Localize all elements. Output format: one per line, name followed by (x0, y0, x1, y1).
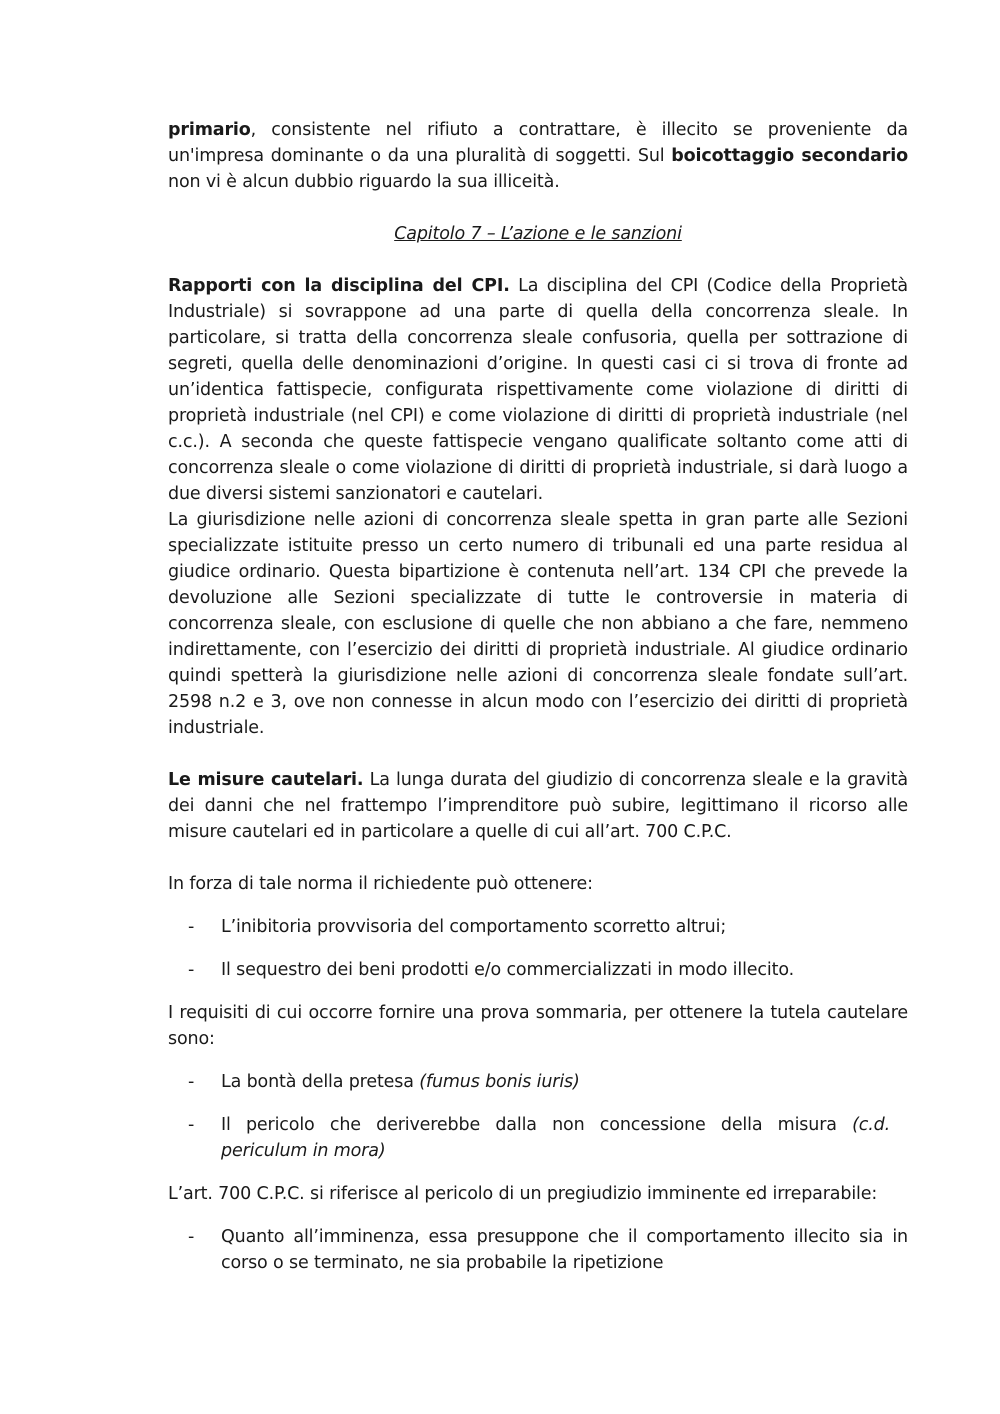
paragraph-text: La disciplina del CPI (Codice della Proprietà Industriale) si sovrappone ad una parte di quella della concorrenza sleale. In particolare, si tratta della concorrenza sleale confusoria, quella per sottrazione di segreti, quella delle denominazioni d’origine. In questi casi ci si trova di fronte ad un’identica fattispecie, configurata rispettivamente come violazione di diritti di proprietà industriale (nel CPI) e come violazione di diritti di proprietà industriale (nel c.c.). A seconda che queste fattispecie vengano qualificate soltanto come atti di concorrenza sleale o come violazione di diritti di proprietà industriale, si darà luogo a due diversi sistemi sanzionatori e cautelari. (168, 276, 909, 504)
list-item (168, 957, 908, 983)
list-item (168, 914, 908, 940)
document-page (168, 117, 908, 1276)
paragraph-art-700: L’art. 700 C.P.C. si riferisce al pericolo di un pregiudizio imminente ed irreparabile: (168, 1184, 878, 1204)
dash-bullet: - (188, 1072, 195, 1092)
list-item-text: L’inibitoria provvisoria del comportamento scorretto altrui; (221, 917, 727, 937)
list-item-text: Il sequestro dei beni prodotti e/o commercializzati in modo illecito. (221, 960, 794, 980)
list-item-text (221, 1069, 908, 1095)
list-item-text (221, 1112, 908, 1164)
paragraph-norma: In forza di tale norma il richiedente può ottenere: (168, 874, 593, 894)
paragraph-misure-cautelari (168, 767, 908, 845)
list-item-text: Quanto all’imminenza, essa presuppone che il comportamento illecito sia in corso o se terminato, ne sia probabile la ripetizione (221, 1227, 908, 1273)
list-item-italic: (c.d. periculum in mora) (221, 1115, 890, 1161)
list-item-plain: Il pericolo che deriverebbe dalla non concessione della misura (221, 1115, 853, 1135)
bold-term: boicottaggio secondario (671, 146, 908, 166)
bold-term: primario (168, 120, 251, 140)
dash-bullet: - (188, 1115, 195, 1135)
chapter-heading: Capitolo 7 – L’azione e le sanzioni (394, 224, 682, 244)
paragraph-text: non vi è alcun dubbio riguardo la sua illiceità. (168, 172, 560, 192)
list-item-plain: La bontà della pretesa (221, 1072, 420, 1092)
paragraph-text: , consistente nel rifiuto a contrattare, è illecito se proveniente da un'impresa dominante o da una pluralità di soggetti. Sul (168, 120, 908, 166)
paragraph-text: La lunga durata del giudizio di concorrenza sleale e la gravità dei danni che nel frattempo l’imprenditore può subire, legittimano il ricorso alle misure cautelari ed in particolare a quelle di cui all’art. 700 C.P.C. (168, 770, 908, 842)
list-item (168, 1224, 908, 1276)
section-heading: Rapporti con la disciplina del CPI. (168, 276, 510, 296)
paragraph-cpi (168, 273, 908, 507)
list-item-italic: (fumus bonis iuris) (419, 1072, 580, 1092)
dash-bullet: - (188, 960, 195, 980)
list-item (168, 1112, 908, 1164)
dash-bullet: - (188, 1227, 195, 1247)
paragraph-requisiti: I requisiti di cui occorre fornire una prova sommaria, per ottenere la tutela cautelare sono: (168, 1003, 908, 1049)
paragraph-boicottaggio (168, 117, 908, 195)
section-heading: Le misure cautelari. (168, 770, 364, 790)
paragraph-giurisdizione: La giurisdizione nelle azioni di concorrenza sleale spetta in gran parte alle Sezioni specializzate istituite presso un certo numero di tribunali ed una parte residua al giudice ordinario. Questa bipartizione è contenuta nell’art. 134 CPI che prevede la devoluzione alle Sezioni specializzate di tutte le controversie in materia di concorrenza sleale, con esclusione di quelle che non abbiano a che fare, nemmeno indirettamente, con l’esercizio dei diritti di proprietà industriale. Al giudice ordinario quindi spetterà la giurisdizione nelle azioni di concorrenza sleale fondate sull’art. 2598 n.2 e 3, ove non connesse in alcun modo con l’esercizio dei diritti di proprietà industriale. (168, 510, 908, 738)
list-item (168, 1069, 908, 1095)
dash-bullet: - (188, 917, 195, 937)
